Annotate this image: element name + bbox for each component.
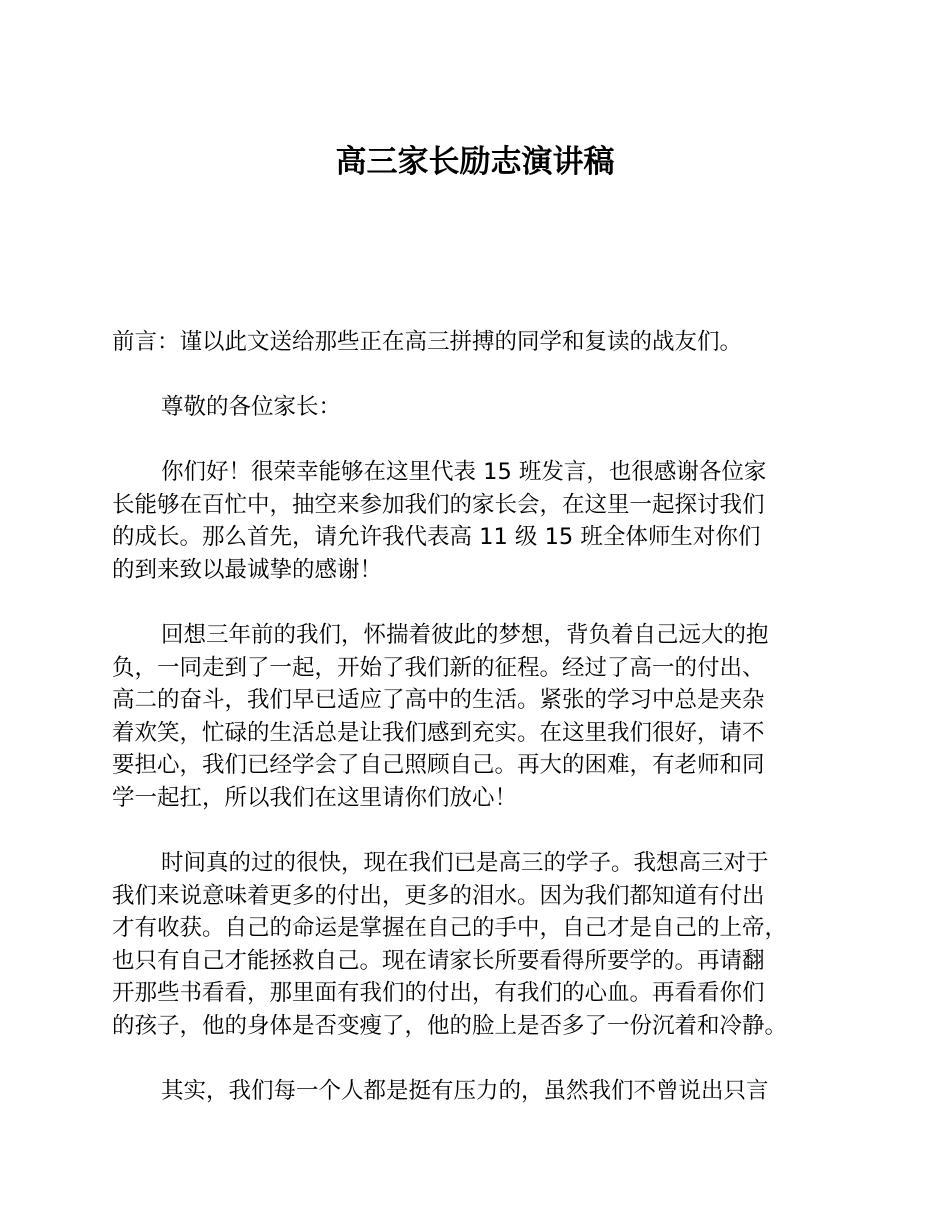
body-paragraph-2 xyxy=(112,619,872,814)
body-paragraph-4 xyxy=(112,1075,872,1108)
salutation-paragraph xyxy=(112,391,872,424)
preface-paragraph xyxy=(112,326,872,359)
salutation-line: 尊敬的各位家长： xyxy=(161,394,342,420)
paragraph-line: 的成长。那么首先，请允许我代表高 11 级 15 班全体师生对你们 xyxy=(112,524,761,550)
paragraph-line: 回想三年前的我们，怀揣着彼此的梦想，背负着自己远大的抱 xyxy=(161,622,769,648)
paragraph-line: 要担心，我们已经学会了自己照顾自己。再大的困难，有老师和同 xyxy=(112,752,765,778)
body-paragraph-1 xyxy=(112,456,872,586)
paragraph-line: 着欢笑，忙碌的生活总是让我们感到充实。在这里我们很好，请不 xyxy=(112,719,765,746)
preface-line: 前言：谨以此文送给那些正在高三拼搏的同学和复读的战友们。 xyxy=(112,329,743,355)
body-paragraph-3 xyxy=(112,847,872,1042)
paragraph-line: 才有收获。自己的命运是掌握在自己的手中，自己才是自己的上帝， xyxy=(112,915,788,941)
paragraph-line: 高二的奋斗，我们早已适应了高中的生活。紧张的学习中总是夹杂 xyxy=(112,687,765,713)
paragraph-line: 的孩子，他的身体是否变瘦了，他的脸上是否多了一份沉着和冷静。 xyxy=(112,1012,788,1039)
paragraph-line: 也只有自己才能拯救自己。现在请家长所要看得所要学的。再请翻 xyxy=(112,947,765,974)
paragraph-line: 长能够在百忙中，抽空来参加我们的家长会，在这里一起探讨我们 xyxy=(112,491,765,518)
paragraph-line: 我们来说意味着更多的付出，更多的泪水。因为我们都知道有付出 xyxy=(112,882,765,909)
paragraph-line: 你们好！很荣幸能够在这里代表 15 班发言，也很感谢各位家 xyxy=(161,459,767,485)
paragraph-line: 学一起扛，所以我们在这里请你们放心！ xyxy=(112,784,518,811)
paragraph-line: 开那些书看看，那里面有我们的付出，有我们的心血。再看看你们 xyxy=(112,980,765,1006)
document-title: 高三家长励志演讲稿 xyxy=(335,144,615,180)
paragraph-line: 负，一同走到了一起，开始了我们新的征程。经过了高一的付出、 xyxy=(112,654,765,681)
paragraph-line: 其实，我们每一个人都是挺有压力的，虽然我们不曾说出只言 xyxy=(161,1078,769,1104)
paragraph-line: 的到来致以最诚挚的感谢！ xyxy=(112,556,383,583)
paragraph-line: 时间真的过的很快，现在我们已是高三的学子。我想高三对于 xyxy=(161,850,769,876)
